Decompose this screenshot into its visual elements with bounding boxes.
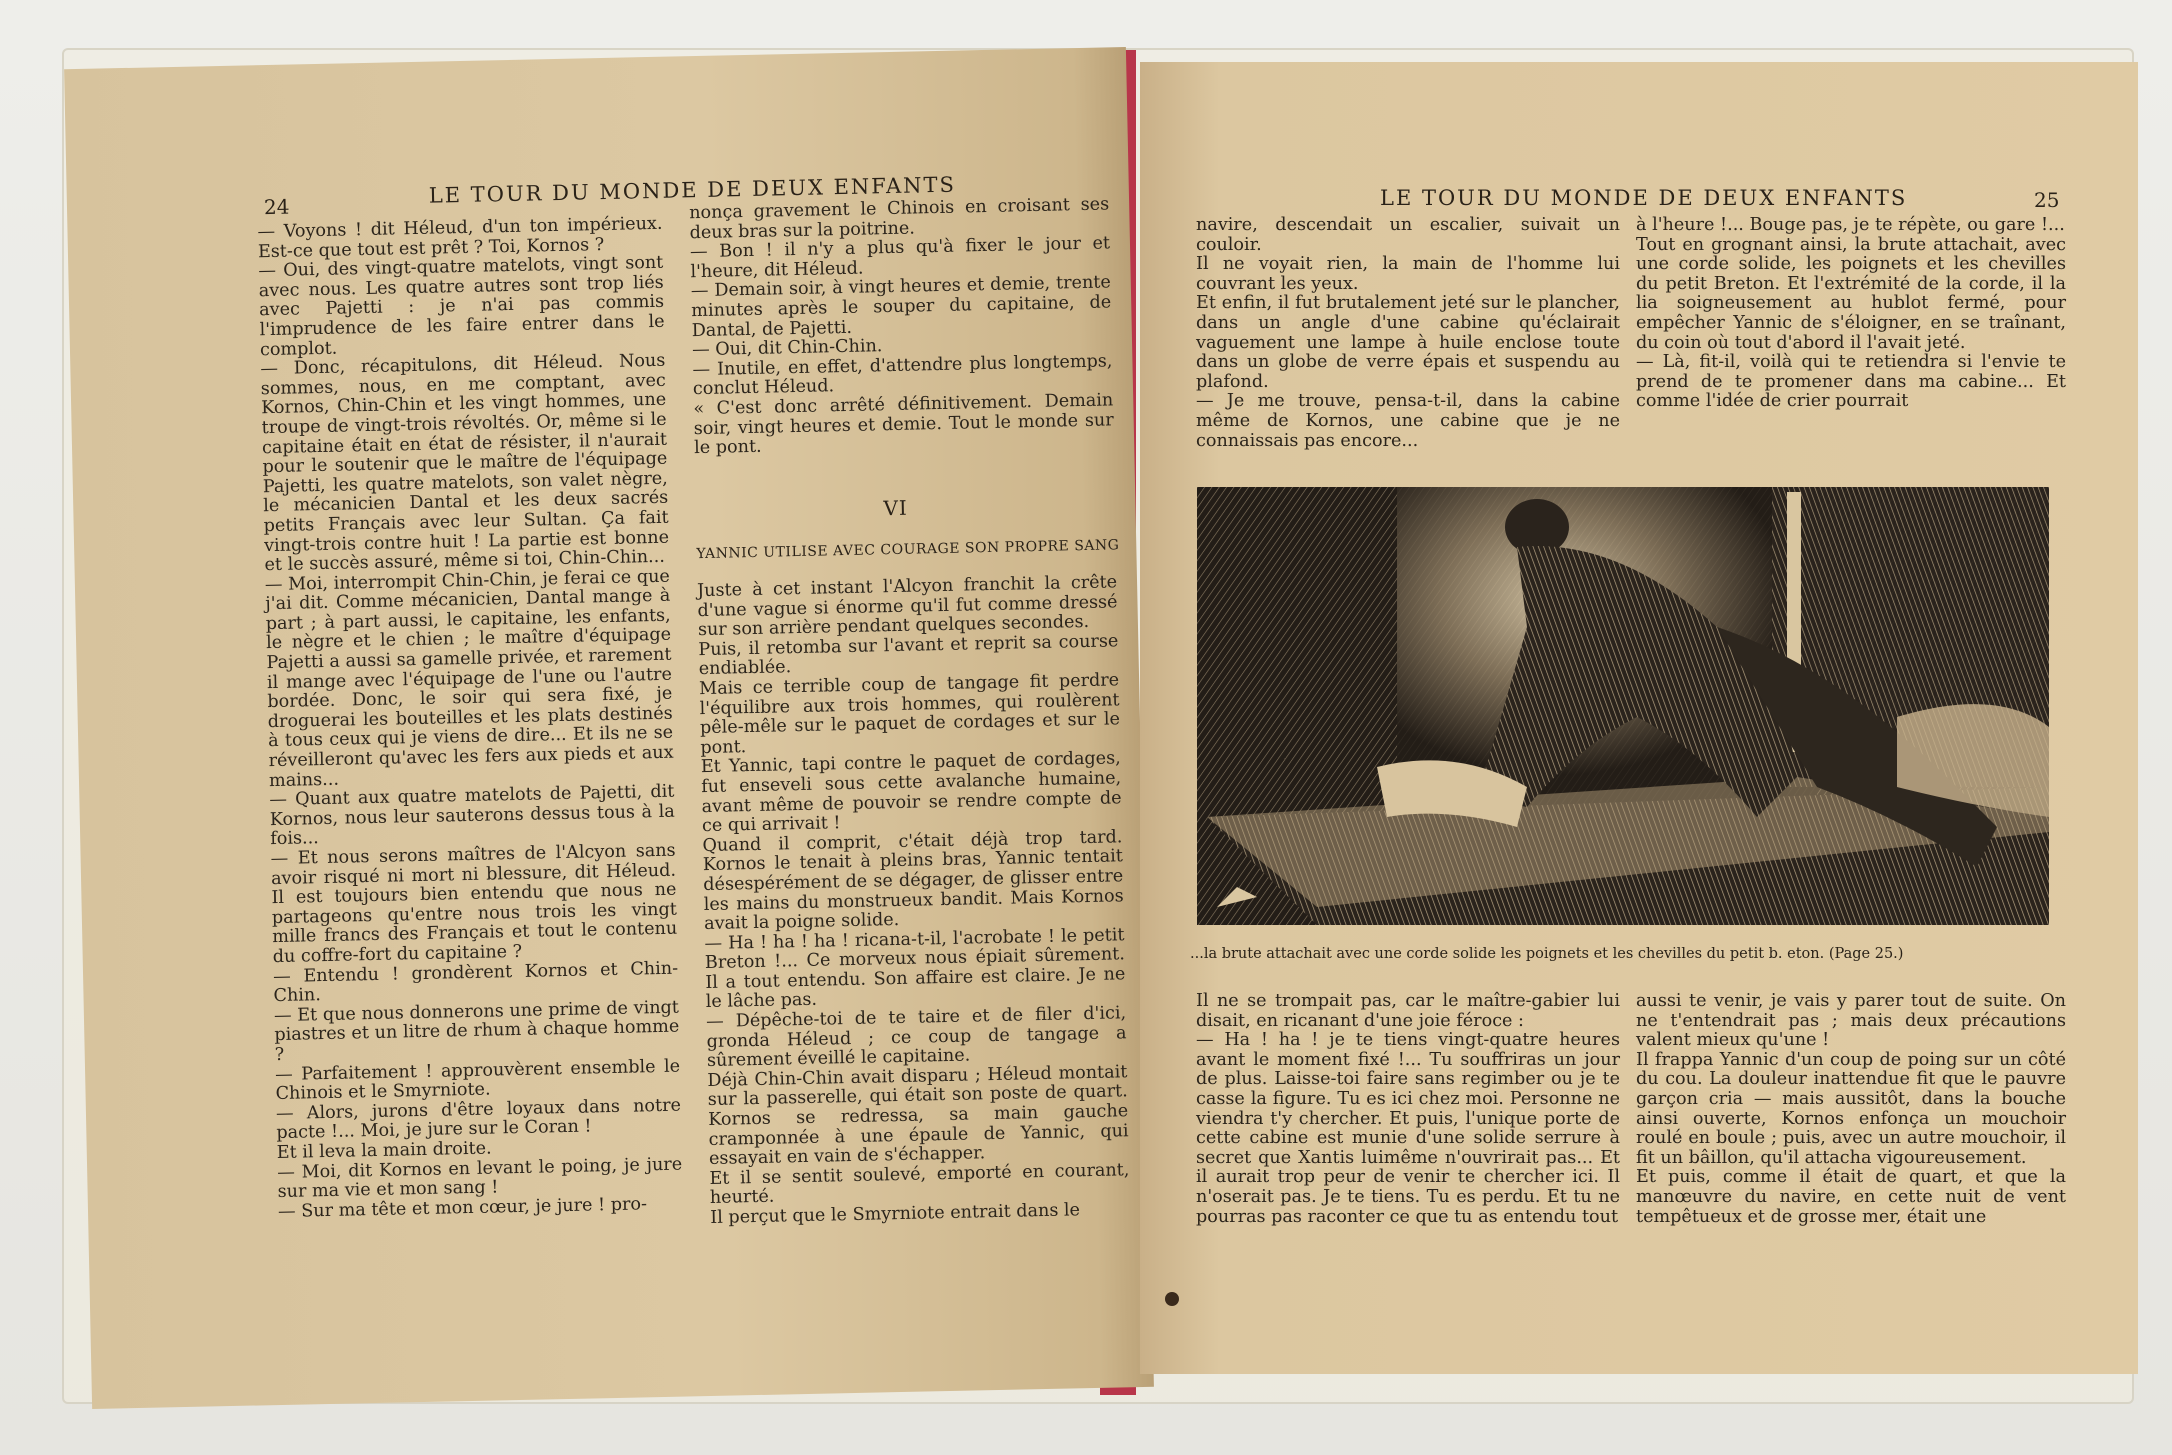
paper-stain [1165,1292,1179,1306]
text-column-2-top: nonça gravement le Chinois en croisant ses deux bras sur la poitrine. — Bon ! il n'y a plus qu'à fixer le jour et l'heure, dit Héleud. — Demain soir, à vingt heures et demie, trente minutes après le souper du capitaine, de Dantal, de Pajetti. — Oui, dit Chin-Chin. — Inutile, en effet, d'attendre plus longtemps, conclut Héleud. « C'est donc arrêté définitivement. Demain soir, vingt heures et demie. Tout le monde sur le pont. [689,194,1120,459]
page-number: 25 [2034,188,2060,212]
chapter-title: YANNIC UTILISE AVEC COURAGE SON PROPRE SANG [696,537,1120,563]
text-column-2-bottom: Juste à cet instant l'Alcyon franchit la crête d'une vague si énorme qu'il fut comme dressé sur son arrière pendant quelques secondes. Puis, il retomba sur l'avant et reprit sa course endiablée. Mais ce terrible coup de tangage fit perdre l'équilibre aux trois hommes, qui roulèrent pêle-mêle sur le paquet de cordages et sur le pont. Et Yannic, tapi contre le paquet de cordages, fut enseveli sous cette avalanche humaine, avant même de pouvoir se rendre compte de ce qui arrivait ! Quand il comprit, c'était déjà trop tard. Kornos le tenait à pleins bras, Yannic tentait désespérément de se dégager, de glisser entre les mains du monstrueux bandit. Mais Kornos avait la poigne solide. — Ha ! ha ! ha ! ricana-t-il, l'acrobate ! le petit Breton !... Ce morveux nous épiait sûrement. Il a tout entendu. Son affaire est claire. Je ne le lâche pas. — Dépêche-toi de te taire et de filer d'ici, gronda Héleud ; ce coup de tangage a sûrement éveillé le capitaine. Déjà Chin-Chin avait disparu ; Héleud montait sur la passerelle, qui était son poste de quart. Kornos se redressa, sa main gauche cramponnée à une épaule de Yannic, qui essayait en vain de s'échapper. Et il se sentit soulevé, emporté en courant, heurté. Il perçut que le Smyrniote entrait dans le [696,572,1136,1228]
running-head: LE TOUR DU MONDE DE DEUX ENFANTS [1380,186,1908,210]
chapter-number: VI [883,495,909,521]
illustration-drawing [1197,487,2049,925]
woodcut-illustration [1197,487,2049,925]
text-column-2-top: à l'heure !... Bouge pas, je te répète, ou gare !... Tout en grognant ainsi, la brute attachait, avec une corde solide, les poignets et les chevilles du petit Breton. Et l'extrémité de la corde, il la lia soigneusement au hublot fermé, pour empêcher Yannic de s'éloigner, en se traînant, du coin où tout d'abord il l'avait jeté. — Là, fit-il, voilà qui te retiendra si l'envie te prend de te promener dans ma cabine... Et comme l'idée de crier pourrait [1636,215,2066,412]
left-page [64,47,1154,1409]
running-head: LE TOUR DU MONDE DE DEUX ENFANTS [428,172,957,208]
text-column-1-bottom: Il ne se trompait pas, car le maître-gabier lui disait, en ricanant d'une joie féroce : — Ha ! ha ! je te tiens vingt-quatre heures avant le moment fixé !... Tu souffriras un jour de plus. Laisse-toi faire sans regimber ou je te casse la figure. Tu es ici chez moi. Personne ne viendra t'y chercher. Et puis, l'unique porte de cette cabine est munie d'une solide serrure à secret que Xantis luimême n'ouvrirait pas... Et il aurait trop peur de venir te chercher ici. Il n'oserait pas. Je te tiens. Tu es perdu. Et tu ne pourras pas raconter ce que tu as entendu tout [1196,991,1620,1227]
text-column-1: — Voyons ! dit Héleud, d'un ton impérieux. Est-ce que tout est prêt ? Toi, Kornos ? — Oui, des vingt-quatre matelots, vingt sont avec nous. Les quatre autres sont trop liés avec Pajetti : je n'ai pas commis l'imprudence de les faire entrer dans le complot. — Donc, récapitulons, dit Héleud. Nous sommes, nous, en me comptant, avec Kornos, Chin-Chin et les vingt hommes, une troupe de vingt-trois révoltés. Or, même si le capitaine était en état de résister, il n'aurait pour le soutenir que le maître de l'équipage Pajetti, les quatre matelots, son valet nègre, le mécanicien Dantal et les deux sacrés petits Français avec leur Sultan. Ça fait vingt-trois contre huit ! La partie est bonne et le succès assuré, même si toi, Chin-Chin... — Moi, interrompit Chin-Chin, je ferai ce que j'ai dit. Comme mécanicien, Dantal mange à part ; à part aussi, le capitaine, les enfants, le nègre et le chien ; le maître d'équipage Pajetti a aussi sa gamelle privée, et rarement il mange avec l'équipage de l'une ou l'autre bordée. Donc, le soir qui sera fixé, je droguerai les bouteilles et les plats destinés à tous ceux qui je viens de dire... Et ils ne se réveilleront qu'avec les fers aux pieds et aux mains... — Quant aux quatre matelots de Pajetti, dit Kornos, nous leur sauterons dessus tous à la fois... — Et nous serons maîtres de l'Alcyon sans avoir risqué ni mort ni blessure, dit Héleud. Il est toujours bien entendu que nous ne partageons qu'entre nous trois les vingt mille francs des Français et tout le contenu du coffre-fort du capitaine ? — Entendu ! grondèrent Kornos et Chin-Chin. — Et que nous donnerons une prime de vingt piastres et un litre de rhum à chaque homme ? — Parfaitement ! approuvèrent ensemble le Chinois et le Smyrniote. — Alors, jurons d'être loyaux dans notre pacte !... Moi, je jure sur le Coran ! Et il leva la main droite. — Moi, dit Kornos en levant le poing, je jure sur ma vie et mon sang ! — Sur ma tête et mon cœur, je jure ! pro- [257,213,688,1222]
text-column-1-top: navire, descendait un escalier, suivait un couloir. Il ne voyait rien, la main de l'homme lui couvrant les yeux. Et enfin, il fut brutalement jeté sur le plancher, dans un angle d'une cabine qu'éclairait vaguement une lampe à huile enclose toute dans un globe de verre épais et suspendu au plafond. — Je me trouve, pensa-t-il, dans la cabine même de Kornos, une cabine que je ne connaissais pas encore... [1196,215,1620,451]
page-number: 24 [263,194,290,220]
text-column-2-bottom: aussi te venir, je vais y parer tout de suite. On ne t'entendrait pas ; mais deux précautions valent mieux qu'une ! Il frappa Yannic d'un coup de poing sur un côté du cou. La douleur inattendue fit que le pauvre garçon cria — mais aussitôt, dans la bouche ainsi ouverte, Kornos enfonça un mouchoir roulé en boule ; puis, avec un autre mouchoir, il fit un bâillon, qu'il attacha vigoureusement. Et puis, comme il était de quart, et que la manœuvre du navire, en cette nuit de vent tempêtueux et de grosse mer, était une [1636,991,2066,1227]
illustration-caption: ...la brute attachait avec une corde solide les poignets et les chevilles du petit b. eton. (Page 25.) [1190,946,1904,962]
